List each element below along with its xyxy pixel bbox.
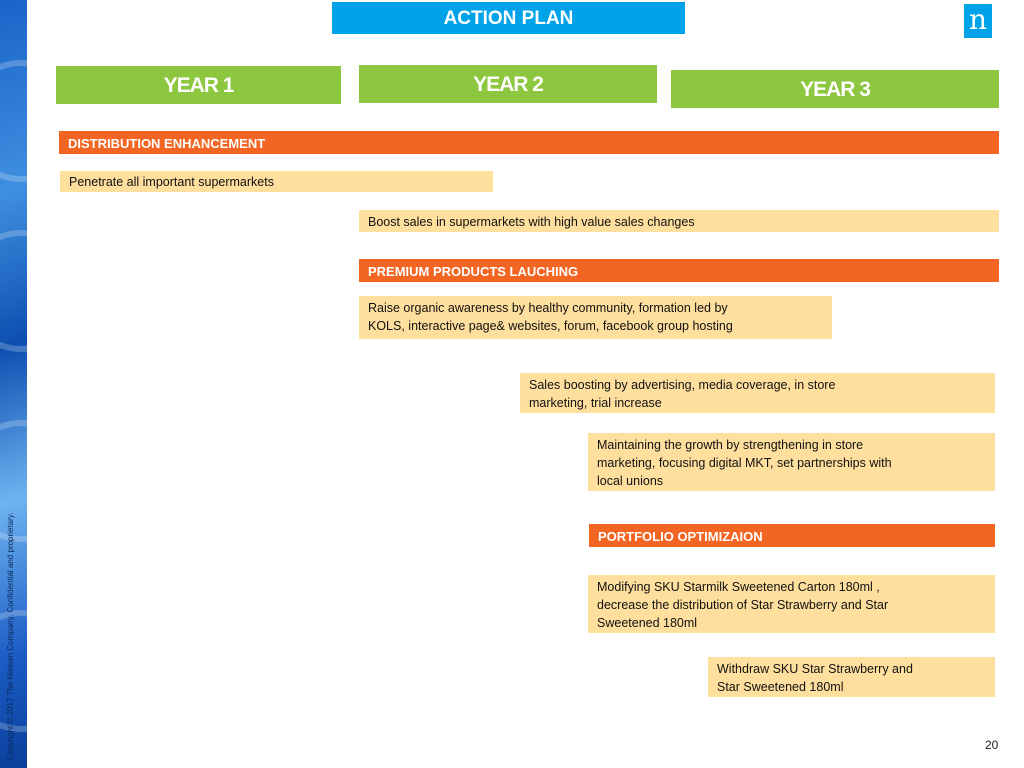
task-withdraw-sku (708, 657, 995, 697)
task-text-line: Sweetened 180ml (597, 616, 698, 630)
section-portfolio-optimization: PORTFOLIO OPTIMIZAION (589, 524, 995, 547)
task-text-line: decrease the distribution of Star Strawberry and Star (597, 598, 889, 612)
task-sales-boosting (520, 373, 995, 413)
section-distribution-enhancement: DISTRIBUTION ENHANCEMENT (59, 131, 999, 154)
task-text: Penetrate all important supermarkets (69, 175, 274, 189)
task-text-line: Withdraw SKU Star Strawberry and (717, 662, 913, 676)
swirl-decoration (0, 230, 27, 352)
year-1-header: YEAR 1 (56, 66, 341, 104)
nielsen-logo-icon: n (964, 4, 992, 38)
task-text-line: Sales boosting by advertising, media coverage, in store (529, 378, 836, 392)
year-3-header: YEAR 3 (671, 70, 999, 108)
year-2-header: YEAR 2 (359, 65, 657, 103)
task-text-line: Star Sweetened 180ml (717, 680, 844, 694)
section-premium-products: PREMIUM PRODUCTS LAUCHING (359, 259, 999, 282)
task-maintaining-growth (588, 433, 995, 491)
task-boost-sales (359, 210, 999, 232)
task-penetrate-supermarkets (60, 171, 493, 192)
task-text: Boost sales in supermarkets with high value sales changes (368, 215, 695, 229)
page-title: ACTION PLAN (332, 2, 685, 34)
task-text-line: Modifying SKU Starmilk Sweetened Carton 180ml , (597, 580, 880, 594)
swirl-decoration (0, 60, 27, 182)
task-text-line: marketing, trial increase (529, 396, 662, 410)
task-text-line: Maintaining the growth by strengthening in store (597, 438, 864, 452)
task-text-line: Raise organic awareness by healthy community, formation led by (368, 301, 728, 315)
task-text-line: KOLS, interactive page& websites, forum, facebook group hosting (368, 319, 733, 333)
task-raise-awareness (359, 296, 832, 339)
task-modifying-sku (588, 575, 995, 633)
page-number: 20 (985, 738, 999, 752)
task-text-line: local unions (597, 474, 664, 488)
copyright-notice: Copyright © 2017 The Nielsen Company. Confidential and proprietary. (6, 512, 15, 760)
task-text-line: marketing, focusing digital MKT, set partnerships with (597, 456, 892, 470)
